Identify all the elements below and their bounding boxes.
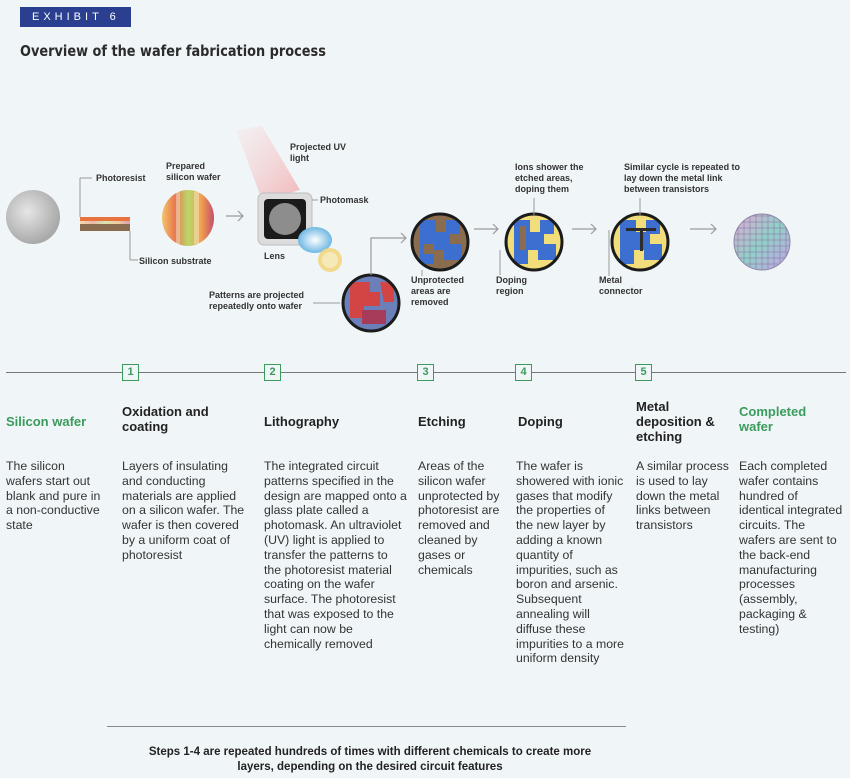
label-unprotected-removed: Unprotected areas are removed [411,275,465,307]
stage-title-doping: Doping [518,414,563,429]
stage-desc-metal-deposition: A similar process is used to lay down the metal links between transistors [636,459,729,533]
label-photomask: Photomask [320,195,369,205]
stage-title-lithography: Lithography [264,414,340,429]
prepared-wafer-icon [162,190,214,246]
doped-wafer-icon [506,214,562,270]
stage-title-metal-deposition: Metal deposition & etching [636,399,715,444]
arrow-icon [690,224,716,234]
label-doping-region: Doping region [496,275,527,296]
page-title: Overview of the wafer fabrication process [20,42,326,60]
stage-desc-etching: Areas of the silicon wafer unprotected by photoresist are removed and cleaned by gases or chemicals [418,459,500,577]
stage-title-completed-wafer: Completed wafer [739,404,807,434]
label-ions-shower: Ions shower the etched areas, doping them [515,162,584,194]
label-metal-connector: Metal connector [599,275,643,296]
etched-wafer-icon [412,214,468,270]
stage-desc-silicon-wafer: The silicon wafers start out blank and pure in a non-conductive state [6,459,101,533]
exhibit-badge: EXHIBIT 6 [20,7,131,27]
label-patterns-projected: Patterns are projected repeatedly onto wafer [209,290,305,311]
stage-title-oxidation: Oxidation and coating [122,404,209,434]
label-projected-uv: Projected UV light [290,142,347,163]
stage-desc-oxidation: Layers of insulating and conducting materials are applied on a silicon wafer. The wafer is then covered by a uniform coat of photoresist [122,459,245,562]
label-photoresist: Photoresist [96,173,146,183]
completed-wafer-icon [734,214,790,270]
stage-desc-completed-wafer: Each completed wafer contains hundred of identical integrated circuits. The wafers are sent to the back-end manufacturing processes (assembly, packaging & testing) [739,459,843,636]
stage-title-silicon-wafer: Silicon wafer [6,414,87,429]
stage-title-etching: Etching [418,414,466,429]
blank-wafer-icon [6,190,60,244]
step-badge-1: 1 [122,364,139,381]
metal-wafer-icon [612,214,668,270]
label-lens: Lens [264,251,286,261]
step-badge-3: 3 [417,364,434,381]
label-similar-cycle: Similar cycle is repeated to lay down the metal link between transistors [624,162,741,194]
step-badge-2: 2 [264,364,281,381]
step-badge-4: 4 [515,364,532,381]
arrow-icon [572,224,596,234]
substrate-layer [80,224,130,231]
photoresist-layer [80,217,130,221]
footnote-divider [107,726,626,727]
stage-desc-doping: The wafer is showered with ionic gases that modify the properties of the new layer by adding a known quantity of impurities, such as boron and arsenic. Subsequent annealing will diffuse these impurities to a more uniform density [516,459,624,666]
step-badge-5: 5 [635,364,652,381]
footnote: Steps 1-4 are repeated hundreds of times with different chemicals to create more layers, depending on the desired circuit features [148,746,592,773]
stage-desc-lithography: The integrated circuit patterns specified in the design are mapped onto a glass plate called a photomask. An ultraviolet (UV) light is applied to transfer the patterns to the photoresist material coating on the wafer surface. The photoresist that was exposed to the light can now be chemically removed [264,459,407,651]
label-silicon-substrate: Silicon substrate [139,256,212,266]
label-prepared-wafer: Prepared silicon wafer [166,161,221,182]
arrow-icon [226,211,243,221]
arrow-icon [474,224,498,234]
